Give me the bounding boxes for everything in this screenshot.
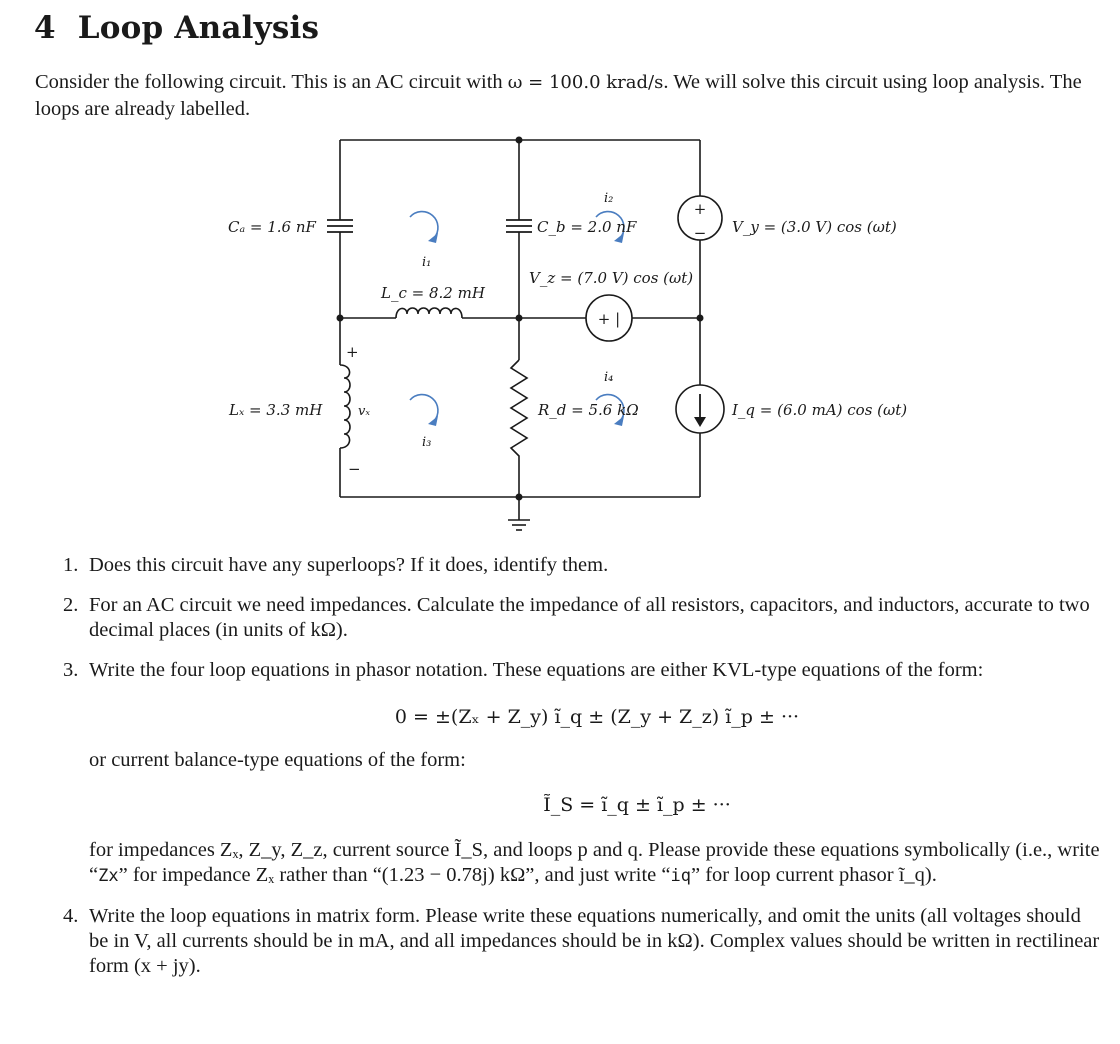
vy-plus-sign: + (693, 200, 707, 218)
tail-text-2: ” for impedance Zₓ rather than “(1.23 − 0.78j) kΩ”, and just write “ (118, 864, 671, 886)
label-i4: i₄ (604, 370, 614, 385)
omega-value: ω = 100.0 krad/s (507, 72, 664, 93)
code-zx: Zx (98, 866, 119, 886)
label-vz: V_z = (7.0 V) cos (ωt) (529, 269, 694, 287)
label-lx: Lₓ = 3.3 mH (229, 401, 323, 419)
label-i2: i₂ (604, 191, 614, 206)
vy-minus-sign: − (693, 224, 707, 242)
capacitor-ca-symbol (327, 220, 353, 232)
label-ca: Cₐ = 1.6 nF (228, 218, 316, 236)
question-4 (55, 904, 1105, 979)
voltage-source-vy (678, 196, 722, 242)
question-text: For an AC circuit we need impedances. Calculate the impedance of all resistors, capacitors, and inductors, accurate to two decimal places (in units of kΩ). (89, 594, 1090, 641)
label-cb: C_b = 2.0 nF (537, 218, 637, 236)
code-iq: iq (670, 866, 691, 886)
vx-plus-sign: + (346, 343, 359, 361)
question-text: Write the loop equations in matrix form. Please write these equations numerically, and omit the units (all voltages should be in V, all currents should be in mA, and all impedances should be in kΩ). Complex values should be written in rectilinear form (x + jy). (89, 905, 1100, 977)
intro-text-start: Consider the following circuit. This is an AC circuit with (35, 71, 508, 93)
tail-text-1: for impedances Zₓ, Z_y, Z_z, current source Ĩ_S, and loops p and q. Please provide these equations symbolically (i.e., write “ (89, 839, 1100, 886)
question-3-tail (89, 838, 1105, 889)
current-source-iq (676, 385, 724, 433)
label-rd: R_d = 5.6 kΩ (538, 401, 639, 419)
question-number: 3. (63, 659, 79, 681)
label-i3: i₃ (422, 435, 432, 450)
question-number: 1. (63, 554, 79, 576)
question-2 (55, 593, 1105, 643)
question-1 (55, 553, 1105, 578)
voltage-source-vz (586, 295, 632, 341)
tail-text-3: ” for loop current phasor ĩ_q). (690, 864, 937, 886)
capacitor-cb-symbol (506, 220, 532, 232)
question-3 (55, 658, 1105, 889)
vz-polarity: + | (597, 310, 621, 328)
question-number: 2. (63, 594, 79, 616)
question-text: Write the four loop equations in phasor notation. These equations are either KVL-type equations of the form: (89, 659, 984, 681)
ground-icon (508, 520, 530, 530)
label-iq: I_q = (6.0 mA) cos (ωt) (732, 401, 908, 419)
label-vx: vₓ (358, 404, 370, 419)
question-text: Does this circuit have any superloops? If it does, identify them. (89, 554, 609, 576)
kvl-equation: 0 = ±(Zₓ + Z_y) ĩ_q ± (Z_y + Z_z) ĩ_p ± ··· (394, 706, 800, 728)
inductor-lc-symbol (396, 308, 462, 318)
question-3-middle-text: or current balance-type equations of the form: (89, 749, 466, 771)
question-number: 4. (63, 905, 79, 927)
intro-text-end: . We will solve this circuit using loop analysis. The loops are already labelled. (35, 71, 1082, 120)
loop-i1-arrow-icon (410, 212, 438, 238)
circuit-wires (340, 140, 700, 520)
label-i1: i₁ (422, 255, 432, 270)
section-number: 4 (34, 10, 56, 46)
vx-minus-sign: − (348, 460, 361, 478)
loop-i3-arrow-icon (410, 395, 438, 421)
resistor-rd-symbol (511, 360, 527, 460)
question-list (55, 553, 1105, 994)
label-vy: V_y = (3.0 V) cos (ωt) (732, 218, 897, 236)
inductor-lx-symbol (340, 365, 350, 448)
current-balance-equation: Ĩ_S = ĩ_q ± ĩ_p ± ··· (543, 794, 731, 816)
section-title: Loop Analysis (77, 10, 320, 46)
label-lc: L_c = 8.2 mH (381, 284, 485, 302)
